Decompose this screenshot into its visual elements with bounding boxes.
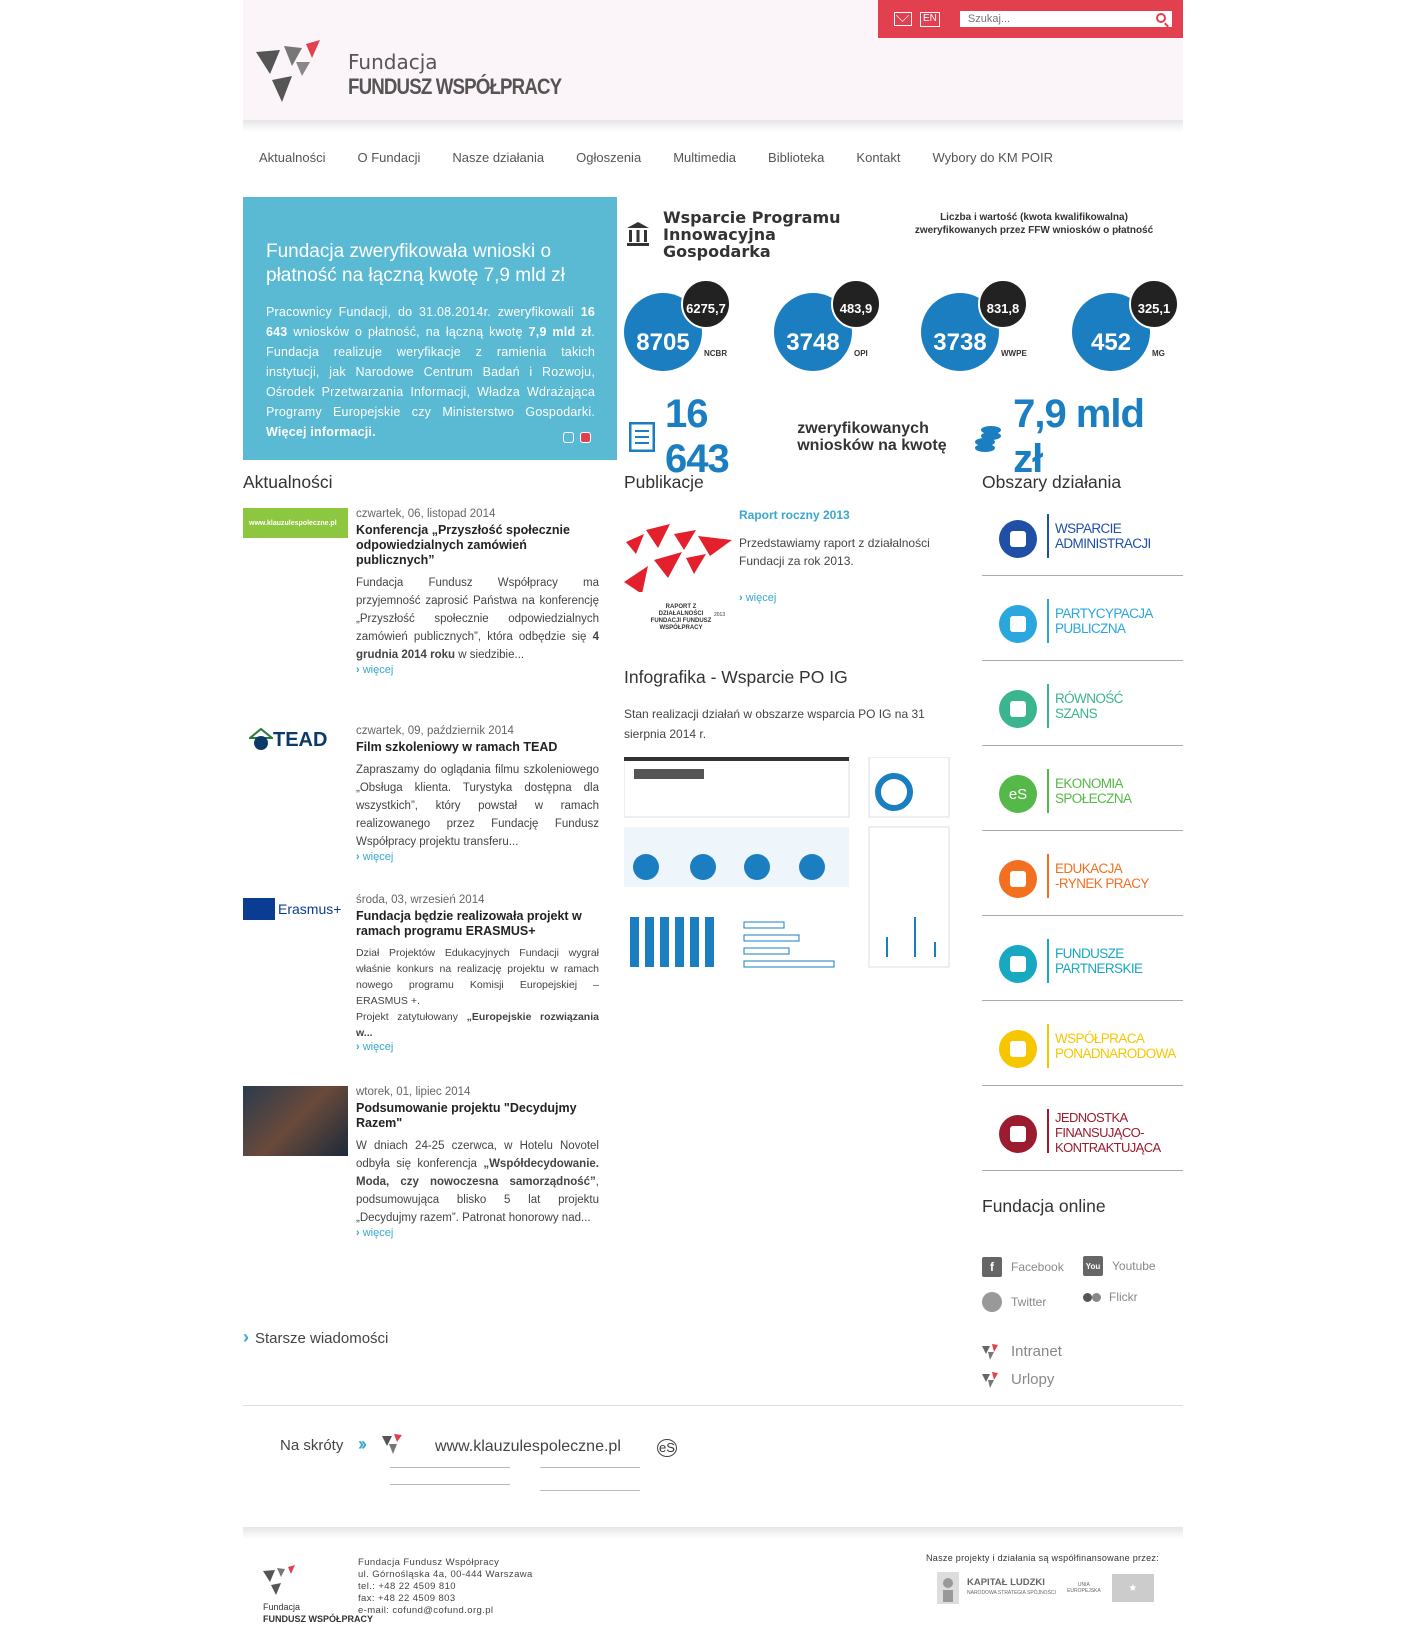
footer-addr-email[interactable]: e-mail: cofund@cofund.org.pl xyxy=(358,1605,494,1616)
es-icon: eS xyxy=(999,775,1037,813)
stat-count: 8705 xyxy=(624,293,702,371)
shortcuts-label: Na skróty xyxy=(280,1437,344,1454)
nav-item-kontakt[interactable]: Kontakt xyxy=(856,150,901,165)
footer-logo[interactable] xyxy=(263,1565,373,1624)
urlopy-link[interactable] xyxy=(982,1371,1054,1388)
banner-logo-icon xyxy=(380,1432,410,1456)
news-more-link[interactable]: › więcej xyxy=(356,664,599,676)
kapital-ludzki-text xyxy=(967,1578,1056,1598)
facebook-link[interactable] xyxy=(982,1257,1064,1277)
stat-circle xyxy=(1072,293,1171,371)
footer-divider xyxy=(243,1527,1183,1539)
footer-address xyxy=(358,1557,533,1617)
news-title[interactable]: Film szkoleniowy w ramach TEAD xyxy=(356,740,558,754)
facebook-label: Facebook xyxy=(1011,1260,1064,1274)
news-date: wtorek, 01, lipiec 2014 xyxy=(356,1086,471,1098)
areas-heading: Obszary działania xyxy=(982,472,1122,492)
area-label xyxy=(1055,946,1142,976)
news-date: czwartek, 06, listopad 2014 xyxy=(356,508,496,520)
eu-flag-icon xyxy=(243,898,275,920)
stat-count: 452 xyxy=(1072,293,1150,371)
main-nav xyxy=(243,150,1183,165)
area-item-partycypacja[interactable] xyxy=(982,576,1183,661)
report-cover[interactable] xyxy=(624,522,734,632)
older-news-link[interactable]: › Starsze wiadomości xyxy=(243,1327,388,1348)
area-line3: KONTRAKTUJĄCA xyxy=(1055,1140,1161,1155)
urlopy-logo-icon xyxy=(982,1372,1002,1388)
intranet-label: Intranet xyxy=(1011,1343,1062,1360)
nav-item-wybory[interactable]: Wybory do KM POIR xyxy=(932,150,1054,165)
area-item-edukacja[interactable] xyxy=(982,831,1183,916)
area-divider xyxy=(1047,1024,1049,1068)
area-divider xyxy=(1047,854,1049,898)
stat-label: NCBR xyxy=(704,349,728,358)
news-thumbnail[interactable] xyxy=(243,725,348,755)
area-line1: WSPARCIE xyxy=(1055,521,1122,536)
infographic-heading: Infografika - Wsparcie PO IG xyxy=(624,667,848,687)
nav-item-ogloszenia[interactable]: Ogłoszenia xyxy=(576,150,642,165)
news-title[interactable]: Fundacja będzie realizowała projekt w ramach programu ERASMUS+ xyxy=(356,909,582,938)
twitter-icon xyxy=(982,1292,1002,1312)
news-thumbnail[interactable] xyxy=(243,894,348,924)
area-label xyxy=(1055,691,1123,721)
hero-title[interactable]: Fundacja zweryfikowała wnioski o płatność na łączną kwotę 7,9 mld zł xyxy=(266,241,565,286)
area-item-rownosc[interactable] xyxy=(982,661,1183,746)
area-divider xyxy=(1047,514,1049,558)
banner-es-badge: eS xyxy=(657,1439,677,1457)
hero-text-e: . Fundacja realizuje weryfikacje z ramienia takich instytucji, jak Narodowe Centrum Badań i Rozwoju, Ośrodek Przetwarzania Informacji, Władza Wdrażająca Programy Europejskie czy Ministerstwo Gospodarki. xyxy=(266,325,595,419)
participation-icon xyxy=(999,605,1037,643)
infographic-subtitle: Liczba i wartość (kwota kwalifikowalna) zweryfikowanych przez FFW wniosków o płatność xyxy=(914,212,1154,236)
report-cover-text: RAPORT Z DZIAŁALNOŚCI FUNDACJI FUNDUSZ WSPÓŁPRACY xyxy=(650,604,712,631)
nav-item-aktualnosci[interactable]: Aktualności xyxy=(259,150,326,165)
header xyxy=(243,0,1183,120)
coins-icon xyxy=(973,422,1003,452)
area-divider xyxy=(1047,939,1049,983)
footer-logo-line2: FUNDUSZ WSPÓŁPRACY xyxy=(263,1614,373,1624)
logo-line1: Fundacja xyxy=(348,50,438,74)
area-label xyxy=(1055,1031,1176,1061)
stat-circle xyxy=(921,293,1027,371)
hero-text-a: Pracownicy Fundacji, do 31.08.2014r. zweryfikowali xyxy=(266,305,581,319)
publications-column xyxy=(624,472,954,992)
eu-flag-icon: ★ xyxy=(1112,1574,1154,1602)
news-more-link[interactable]: › więcej xyxy=(356,851,599,863)
report-description: Przedstawiamy raport z działalności Fundacji za rok 2013. xyxy=(739,536,930,568)
area-item-fundusze[interactable] xyxy=(982,916,1183,1001)
area-line1: RÓWNOŚĆ xyxy=(1055,691,1123,706)
search-icon[interactable] xyxy=(1156,13,1166,23)
stat-value: 325,1 xyxy=(1129,279,1179,329)
news-text: Zapraszamy do oglądania filmu szkoleniowego „Obsługa klienta. Turystyka dostępna dla wszystkich”, który powstał w ramach realizowanego przez Fundację Fundusz Współpracy projektu transferu... xyxy=(356,764,599,848)
news-thumb-text: Erasmus+ xyxy=(278,901,342,917)
area-line2: PUBLICZNA xyxy=(1055,621,1126,636)
area-line1: JEDNOSTKA xyxy=(1055,1110,1128,1125)
intranet-link[interactable] xyxy=(982,1343,1062,1360)
area-label xyxy=(1055,521,1151,551)
area-divider xyxy=(1047,769,1049,813)
search-input[interactable] xyxy=(960,13,1150,25)
slider-dots xyxy=(563,432,591,443)
content-divider xyxy=(243,1405,1183,1406)
area-line2: -RYNEK PRACY xyxy=(1055,876,1149,891)
tead-house-icon xyxy=(249,728,273,752)
logo-line2: FUNDUSZ WSPÓŁPRACY xyxy=(348,74,562,99)
top-bar xyxy=(878,0,1183,38)
flickr-label: Flickr xyxy=(1109,1290,1138,1304)
youtube-label: Youtube xyxy=(1112,1259,1156,1273)
slider-dot-1[interactable] xyxy=(563,432,574,443)
search-box xyxy=(960,11,1172,27)
area-divider xyxy=(1047,599,1049,643)
footer-addr-name: Fundacja Fundusz Współpracy xyxy=(358,1557,500,1568)
news-text-a: W dniach 24-25 czerwca, w Hotelu Novotel odbyła się konferencja xyxy=(356,1140,599,1170)
hero-text-box xyxy=(243,197,617,460)
news-text-c: „Europejskie rozwiązania w... xyxy=(356,1011,599,1039)
hero-text-b: 16 643 xyxy=(266,305,595,339)
stat-value: 831,8 xyxy=(978,279,1028,329)
nav-item-o-fundacji[interactable]: O Fundacji xyxy=(357,150,421,165)
stat-value: 483,9 xyxy=(831,279,881,329)
footer-addr-phone: tel.: +48 22 4509 810 xyxy=(358,1581,456,1592)
handshake-icon xyxy=(999,1030,1037,1068)
klauzule-banner[interactable] xyxy=(380,1432,680,1492)
total-count: 16 643 xyxy=(664,392,729,481)
site-logo[interactable] xyxy=(256,40,599,110)
area-label xyxy=(1055,1110,1161,1155)
area-line2: PONADNARODOWA xyxy=(1055,1046,1176,1061)
twitter-label: Twitter xyxy=(1011,1295,1047,1309)
building-icon xyxy=(999,520,1037,558)
area-label xyxy=(1055,606,1153,636)
area-label xyxy=(1055,861,1149,891)
stat-circle xyxy=(624,293,728,371)
news-text xyxy=(356,945,599,1041)
youtube-link[interactable] xyxy=(1083,1256,1156,1276)
footer-addr-fax: fax: +48 22 4509 803 xyxy=(358,1593,456,1604)
report-cover-art xyxy=(624,522,734,592)
intranet-logo-icon xyxy=(982,1344,1002,1360)
area-item-jednostka[interactable] xyxy=(982,1086,1183,1171)
news-title[interactable]: Podsumowanie projektu "Decydujmy Razem" xyxy=(356,1101,577,1130)
lang-switch[interactable]: EN xyxy=(920,12,940,27)
youtube-icon: You xyxy=(1083,1256,1103,1276)
flickr-link[interactable] xyxy=(1083,1290,1138,1304)
news-text-c: w siedzibie... xyxy=(455,649,525,661)
area-divider xyxy=(1047,1109,1049,1153)
infographic-summary xyxy=(629,392,1183,482)
area-line1: EDUKACJA xyxy=(1055,861,1123,876)
hero-text-d: 7,9 mld zł xyxy=(528,325,592,339)
facebook-icon: f xyxy=(982,1257,1002,1277)
footer-logo-line1: Fundacja xyxy=(263,1602,301,1612)
header-divider xyxy=(243,120,1183,132)
news-title[interactable]: Konferencja „Przyszłość społecznie odpowiedzialnych zamówień publicznych” xyxy=(356,523,570,567)
infographic-title: Wsparcie Programu Innowacyjna Gospodarka xyxy=(663,208,841,261)
money-icon xyxy=(999,945,1037,983)
twitter-link[interactable] xyxy=(982,1292,1046,1312)
news-thumbnail-photo[interactable] xyxy=(243,1086,348,1156)
news-text-c: , podsumowująca blisko 5 lat projektu „Decydujmy razem”. Patronat honorowy nad... xyxy=(356,1176,599,1224)
banner-site: www.klauzulespoleczne.pl xyxy=(435,1438,621,1455)
total-text: zweryfikowanych wniosków na kwotę xyxy=(797,420,947,454)
double-chevron-icon: ›› xyxy=(358,1434,364,1454)
infographic-description: Stan realizacji działań w obszarze wsparcia PO IG na 31 sierpnia 2014 r. xyxy=(624,707,925,741)
area-line2: ADMINISTRACJI xyxy=(1055,536,1151,551)
news-date: czwartek, 09, październik 2014 xyxy=(356,725,514,737)
stat-circle xyxy=(774,293,873,371)
report-cover-year: 2013 xyxy=(714,612,726,618)
logo-birds-icon xyxy=(256,40,340,110)
report-title[interactable]: Raport roczny 2013 xyxy=(739,508,850,522)
area-line1: WSPÓŁPRACA xyxy=(1055,1031,1145,1046)
area-line2: FINANSUJĄCO- xyxy=(1055,1125,1144,1140)
mail-icon[interactable] xyxy=(894,12,912,26)
news-more-link[interactable]: › więcej xyxy=(356,1227,599,1239)
report-more-link[interactable]: › więcej xyxy=(739,592,776,604)
flickr-icon xyxy=(1083,1293,1092,1302)
hero-text-c: wniosków o płatność, na łączną kwotę xyxy=(287,325,529,339)
stat-label: WWPE xyxy=(1001,349,1027,358)
stat-label: MG xyxy=(1152,349,1165,358)
area-divider xyxy=(1047,684,1049,728)
news-text xyxy=(356,1137,599,1227)
area-label xyxy=(1055,776,1131,806)
news-text-b: „Współdecydowanie. Moda, czy nowoczesna samorządność” xyxy=(356,1158,599,1188)
kl-subtitle: NARODOWA STRATEGIA SPÓJNOŚCI xyxy=(967,1590,1056,1596)
area-line2: PARTNERSKIE xyxy=(1055,961,1143,976)
nav-item-nasze-dzialania[interactable]: Nasze działania xyxy=(452,150,545,165)
footer-addr-street: ul. Górnośląska 4a, 00-444 Warszawa xyxy=(358,1569,533,1580)
infographic-miniature xyxy=(624,757,954,977)
hero-more-link[interactable]: Więcej informacji. xyxy=(266,425,376,439)
stat-value: 6275,7 xyxy=(681,279,731,329)
urlopy-label: Urlopy xyxy=(1011,1371,1055,1388)
area-item-wsparcie[interactable] xyxy=(982,491,1183,576)
nav-item-multimedia[interactable]: Multimedia xyxy=(673,150,737,165)
stat-count: 3738 xyxy=(921,293,999,371)
infographic-thumbnail[interactable] xyxy=(624,757,954,977)
area-line2: SZANS xyxy=(1055,706,1098,721)
kl-title: KAPITAŁ LUDZKI xyxy=(967,1577,1045,1588)
area-line1: FUNDUSZE xyxy=(1055,946,1124,961)
news-date: środa, 03, wrzesień 2014 xyxy=(356,894,485,906)
eu-text: UNIA EUROPEJSKA xyxy=(1067,1582,1101,1594)
news-thumbnail[interactable]: www.klauzulespoleczne.pl xyxy=(243,508,348,538)
funding-logos xyxy=(937,1572,1154,1604)
book-icon xyxy=(999,860,1037,898)
document-icon xyxy=(629,422,655,452)
news-text-b: Projekt zatytułowany xyxy=(356,1011,467,1023)
area-line1: EKONOMIA xyxy=(1055,776,1123,791)
institution-icon xyxy=(627,222,649,248)
funding-note: Nasze projekty i działania są współfinansowane przez: xyxy=(926,1553,1160,1563)
news-more-link[interactable]: › więcej xyxy=(356,1041,599,1053)
nav-item-biblioteka[interactable]: Biblioteka xyxy=(768,150,825,165)
jfk-badge-icon xyxy=(999,1115,1037,1153)
people-icon xyxy=(999,690,1037,728)
news-text-a: Fundacja Fundusz Współpracy ma przyjemność zaprosić Państwa na konferencję „Przyszłość społecznie odpowiedzialnych zamówień publicznych”, która odbędzie się xyxy=(356,577,599,643)
stat-count: 3748 xyxy=(774,293,852,371)
news-text xyxy=(356,574,599,664)
total-value: 7,9 mld zł xyxy=(1013,392,1144,481)
online-heading: Fundacja online xyxy=(982,1196,1106,1216)
publications-heading: Publikacje xyxy=(624,472,704,492)
hero-infographic[interactable] xyxy=(617,197,1183,481)
area-item-wspolpraca[interactable] xyxy=(982,1001,1183,1086)
hero-slider xyxy=(243,197,1183,481)
news-text-b: 4 grudnia 2014 roku xyxy=(356,631,599,661)
news-text-a: Dział Projektów Edukacyjnych Fundacji wygrał właśnie konkurs na realizację projektu w ramach nowego programu Komisji Europejskiej – ERASMUS +. xyxy=(356,947,599,1007)
kapital-ludzki-logo-icon xyxy=(937,1572,959,1604)
slider-dot-2[interactable] xyxy=(580,432,591,443)
hero-text xyxy=(266,302,595,442)
news-thumb-text: TEAD xyxy=(273,728,328,751)
footer-logo-birds-icon xyxy=(263,1565,303,1595)
area-item-ekonomia[interactable] xyxy=(982,746,1183,831)
news-heading: Aktualności xyxy=(243,472,333,492)
area-line1: PARTYCYPACJA xyxy=(1055,606,1153,621)
area-line2: SPOŁECZNA xyxy=(1055,791,1132,806)
stat-label: OPI xyxy=(854,349,868,358)
